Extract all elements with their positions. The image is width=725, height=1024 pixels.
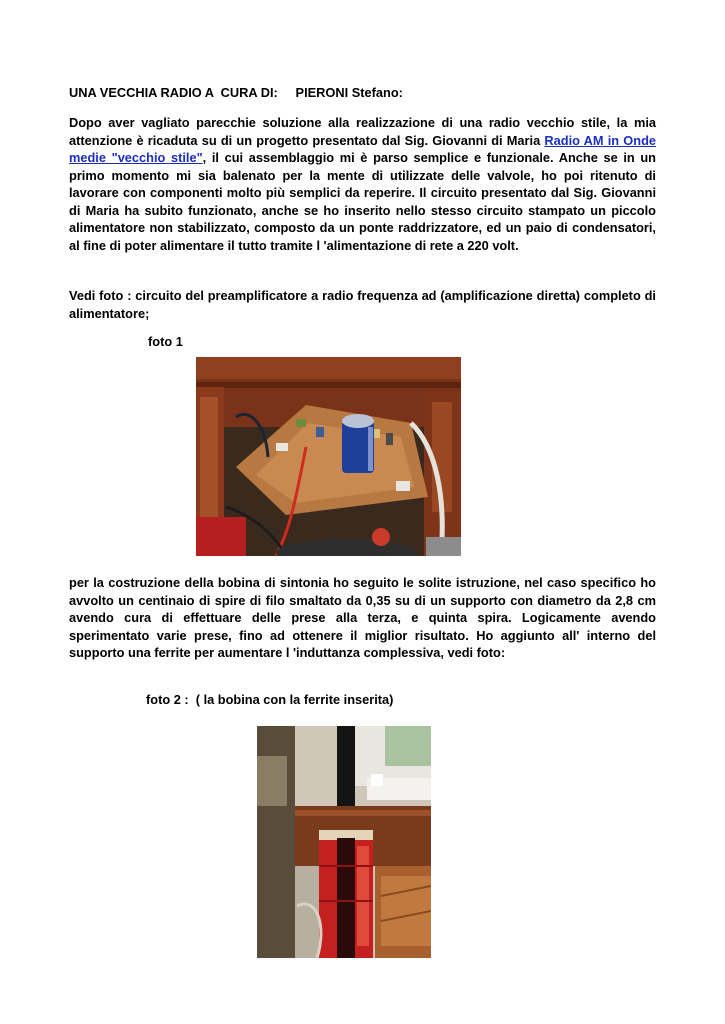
photo1-caption: foto 1: [148, 334, 183, 349]
paragraph-intro-text-end: , il cui assemblaggio mi è parso semplice e funzionale. Anche se in un primo momento mi sia balenato per la mente di utilizzate delle valvole, ho poi ritenuto di lavorare con componenti molto più semplici da reperire. Il circuito presentato dal Sig. Giovanni di Maria ha subito funzionato, anche se ho inserito nello stesso circuito stampato un piccolo alimentatore non stabilizzato, composto da un ponte raddrizzatore, ed un paio di condensatori, al fine di poter alimentare il tutto tramite l 'alimentazione di rete a 220 volt.: [69, 150, 656, 253]
radio-am-link[interactable]: Radio AM in Onde medie "vecchio stile": [69, 132, 657, 165]
paragraph-photo-reference: Vedi foto : circuito del preamplificatore a radio frequenza ad (amplificazione diretta) completo di alimentatore;: [69, 288, 656, 321]
photo2-coil-image: [257, 726, 431, 958]
paragraph-intro: [69, 114, 656, 254]
document-heading: UNA VECCHIA RADIO A CURA DI: PIERONI Stefano:: [69, 85, 403, 100]
paragraph-coil-construction: per la costruzione della bobina di sintonia ho seguito le solite istruzione, nel caso specifico ho avvolto un centinaio di spire di filo smaltato da 0,35 su di un supporto con diametro da 2,8 cm avendo cura di effettuare delle prese alla terza, e quinta spira. Logicamente avendo sperimentato varie prese, fino ad ottenere il miglior risultato. Ho aggiunto all' interno del supporto una ferrite per aumentare l 'induttanza complessiva, vedi foto:: [69, 575, 656, 660]
photo2-caption: foto 2 : ( la bobina con la ferrite inserita): [146, 692, 394, 707]
photo1-circuit-board-image: [196, 357, 461, 556]
paragraph-intro-text-start: Dopo aver vagliato parecchie soluzione alla realizzazione di una radio vecchio stile, la mia attenzione è ricaduta su di un progetto presentato dal Sig. Giovanni di Maria: [69, 115, 656, 148]
